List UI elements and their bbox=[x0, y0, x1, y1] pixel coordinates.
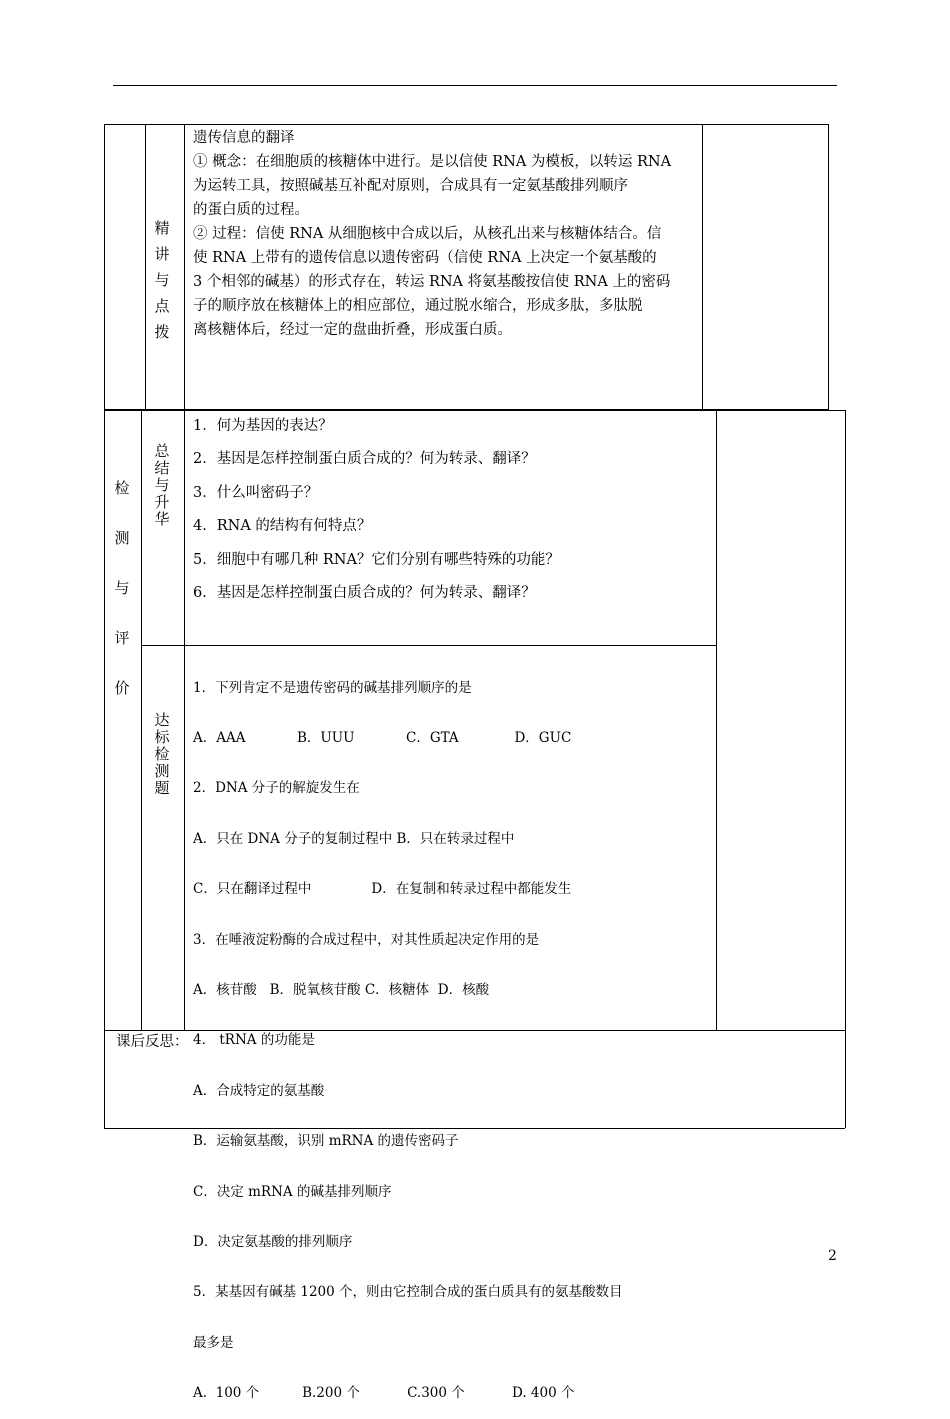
page-number: 2 bbox=[828, 1248, 837, 1264]
side-char: 点 bbox=[154, 297, 170, 315]
test-char: 题 bbox=[154, 779, 170, 797]
test-line: A．AAA B．UUU C．GTA D．GUC bbox=[193, 729, 572, 746]
section1-line: 的蛋白质的过程。 bbox=[193, 202, 309, 218]
question: 6．基因是怎样控制蛋白质合成的？何为转录、翻译？ bbox=[193, 585, 536, 602]
reflection-label: 课后反思： bbox=[116, 1034, 189, 1050]
summary-char: 总 bbox=[154, 442, 170, 460]
outer-char: 测 bbox=[114, 529, 130, 547]
section1-line: 使 RNA 上带有的遗传信息以遗传密码（信使 RNA 上决定一个氨基酸的 bbox=[193, 250, 657, 266]
header-rule bbox=[113, 85, 837, 86]
section1-content bbox=[193, 126, 671, 342]
test-char: 达 bbox=[154, 711, 170, 729]
summary-char: 华 bbox=[154, 510, 170, 528]
side-char: 精 bbox=[154, 219, 170, 237]
question: 4．RNA 的结构有何特点？ bbox=[193, 518, 372, 535]
test-char: 标 bbox=[154, 728, 170, 746]
section1-line: ① 概念：在细胞质的核糖体中进行。是以信使 RNA 为模板，以转运 RNA bbox=[193, 154, 672, 170]
question: 5．细胞中有哪几种 RNA？它们分别有哪些特殊的功能？ bbox=[193, 551, 560, 568]
question: 3．什么叫密码子？ bbox=[193, 484, 319, 501]
test-questions bbox=[193, 646, 623, 1419]
test-line: A．只在 DNA 分子的复制过程中 B．只在转录过程中 bbox=[193, 830, 515, 847]
outer-char: 与 bbox=[114, 579, 130, 597]
section1-line: ② 过程：信使 RNA 从细胞核中合成以后，从核孔出来与核糖体结合。信 bbox=[193, 226, 662, 242]
test-line: A. 100 个 B.200 个 C.300 个 D. 400 个 bbox=[193, 1385, 575, 1402]
test-line: 1．下列肯定不是遗传密码的碱基排列顺序的是 bbox=[193, 679, 472, 696]
section1-title: 遗传信息的翻译 bbox=[193, 130, 295, 146]
test-line: 4． tRNA 的功能是 bbox=[193, 1032, 315, 1049]
question: 1．何为基因的表达？ bbox=[193, 418, 333, 434]
test-line: 5．某基因有碱基 1200 个，则由它控制合成的蛋白质具有的氨基酸数目 bbox=[193, 1284, 623, 1301]
summary-char: 结 bbox=[154, 459, 170, 477]
test-char: 测 bbox=[154, 762, 170, 780]
question: 2．基因是怎样控制蛋白质合成的？何为转录、翻译？ bbox=[193, 451, 536, 468]
test-line: B．运输氨基酸，识别 mRNA 的遗传密码子 bbox=[193, 1133, 459, 1150]
test-line: D．决定氨基酸的排列顺序 bbox=[193, 1233, 353, 1250]
side-char: 与 bbox=[154, 271, 170, 289]
test-line: C．只在翻译过程中 D．在复制和转录过程中都能发生 bbox=[193, 881, 572, 898]
section1-line: 离核糖体后，经过一定的盘曲折叠，形成蛋白质。 bbox=[193, 322, 512, 338]
outer-char: 评 bbox=[114, 629, 130, 647]
side-char: 讲 bbox=[154, 245, 170, 263]
outer-char: 检 bbox=[114, 479, 130, 497]
test-line: 2．DNA 分子的解旋发生在 bbox=[193, 780, 360, 797]
section1-line: 子的顺序放在核糖体上的相应部位，通过脱水缩合，形成多肽，多肽脱 bbox=[193, 298, 643, 314]
summary-char: 与 bbox=[154, 476, 170, 494]
section1-line: 为运转工具，按照碱基互补配对原则，合成具有一定氨基酸排列顺序 bbox=[193, 178, 628, 194]
summary-questions bbox=[193, 410, 560, 610]
summary-char: 升 bbox=[154, 493, 170, 511]
test-line: 3．在唾液淀粉酶的合成过程中，对其性质起决定作用的是 bbox=[193, 931, 540, 948]
test-line: A．合成特定的氨基酸 bbox=[193, 1082, 325, 1099]
test-char: 检 bbox=[154, 745, 170, 763]
outer-char: 价 bbox=[114, 679, 130, 697]
test-line: 最多是 bbox=[193, 1334, 234, 1351]
test-line: A．核苷酸 B．脱氧核苷酸 C．核糖体 D．核酸 bbox=[193, 981, 490, 998]
side-char: 拨 bbox=[154, 323, 170, 341]
test-line: C．决定 mRNA 的碱基排列顺序 bbox=[193, 1183, 392, 1200]
section1-line: 3 个相邻的碱基）的形式存在，转运 RNA 将氨基酸按信使 RNA 上的密码 bbox=[193, 274, 671, 290]
